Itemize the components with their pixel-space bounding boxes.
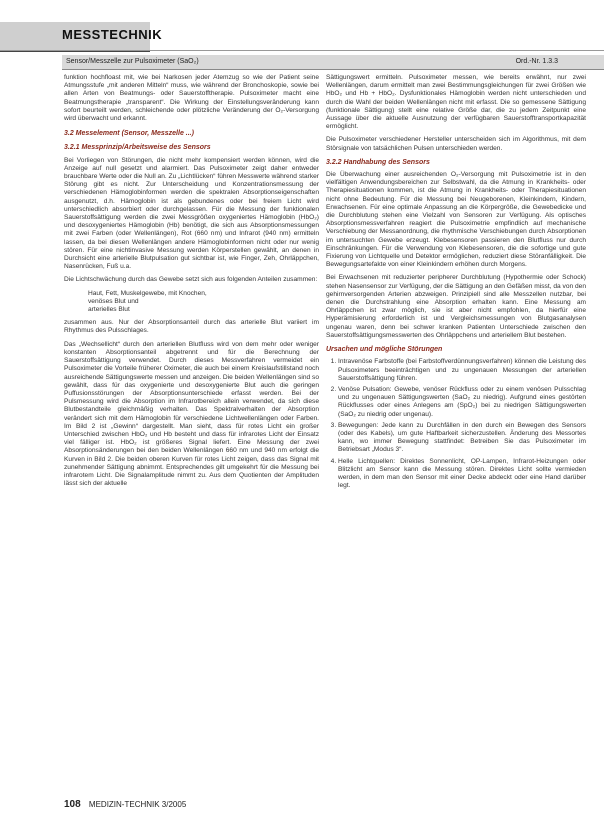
paragraph: Das „Wechsellicht“ durch den arteriellen Blutfluss wird von dem mehr oder weniger konstanten Absorptionsanteil abgetrennt und für die Berechnung der Sauerstoffsättigung verwendet. Durch dieses Messverfahren vermeidet ein Pulsoximeter die Vorteile früherer Oximeter, die auch bei einem Kreislaufstillstand noch ausreichende Sättigungswerte messen und anzeigen. Die beiden Wellenlängen sind so gewählt, dass für das oxygenierte und desoxygenierte Blut auch die geringen Puffusionsstörungen der Absorptionsunterschiede erfasst werden. Bei der Pulsmessung wird die Absorption im Infrarotbereich allein verwendet, da sich diese Blutbestandteile gleichmäßig verhalten. Das Spektralverhalten der Absorption verändert sich mit dem Hämoglobin für verschiedene Lichtwellenlängen oder Farben. Im Bild 2 ist „Gewinn“ dargestellt. Man sieht, dass für rotes Licht ein großer Unterschied zwischen HbO₂ und Hb besteht und dass für infrarotes Licht der Einsatz viel fälliger ist. HbO₂ ist größeres Signal liefert. Eine Messung der zwei Absorptionsänderungen bei den beiden Wellenlängen 660 nm und 940 nm erfolgt die Kurven in Bild 2. Die beiden oberen Kurven für rotes Licht zeigen, dass das Signal mit zunehmender Sättigung abnimmt. Entsprechendes gilt umgekehrt für die Messung bei infrarotem Licht. Die Signalamplitude nimmt zu. Aus dem Quotienten der Amplituden lässt sich der aktuelle xyxy=(64,340,319,488)
paragraph: Bei Erwachsenen mit reduzierter peripherer Durchblutung (Hypothermie oder Schock) stehen Nasensensor zur Verfügung, der die Sättigung an den Gefäßen misst, da von den gehirnversorgenden Arterien abzweigen. Prinzipiell sind alle Messzellen nutzbar, bei denen die Durchstrahlung eine Absorption erhalten kann. Eine Messung am Ohrläppchen ist zwar möglich, sie ist aber nicht empfohlen, da hierfür eine Hyperämisierung erforderlich ist und Vergleichsmessungen von Blutgasanalysen ungenau waren, denn bei schwer kranken Patienten Unterschiede zwischen den Sauerstoffsättigungsmesswerten des Ohrläppchens und arteriellem Blut bestehen. xyxy=(326,274,586,339)
subsection-heading: 3.2.1 Messprinzip/Arbeitsweise des Sensors xyxy=(64,144,211,152)
list-item: 4. Helle Lichtquellen: Direktes Sonnenlicht, OP-Lampen, Infrarot-Heizungen oder Blitzlicht am Sensor kann die Messung stören. Direktes Licht sollte vermieden werden, in dem man den Sensor mit einer Decke abdeckt oder eine Hand darüber legt. xyxy=(338,458,586,491)
subheader-title: Sensor/Messzelle zur Pulsoximeter (SaO₂) xyxy=(66,58,199,65)
paragraph: Die Lichtschwächung durch das Gewebe setzt sich aus folgenden Anteilen zusammen: xyxy=(64,276,318,284)
header-rule xyxy=(0,50,604,51)
right-column xyxy=(326,74,586,495)
list-item: 2. Venöse Pulsation: Gewebe, venöser Rückfluss oder zu einem venösen Pulsschlag und zu ungenauen Sättigungswerten (SaO₂ zu niedrig). Aufgrund eines gestörten Rückflusses oder eines Anlegens am (SpO₂) bei zu niedrigen Sättigungswerten (SaO₂ zu niedrig oder ungenau). xyxy=(338,386,586,419)
subsection-heading: Ursachen und mögliche Störungen xyxy=(326,346,443,354)
paragraph: Bei Vorliegen von Störungen, die nicht mehr kompensiert werden können, wird die Anzeige auf null gesetzt und alarmiert. Das Pulsoximeter zeigt daher entweder brauchbare Werte oder die Null an. Zu „Lichtlücken“ führen Messwerte während starker Störung gibt es nicht. Zur Unterscheidung und Konzentrationsmessung der verschiedenen Hämoglobinformen werden die spektralen Absorptionseigenschaften ausgenutzt, d.h. Hämoglobin ist als gebundenes oder bei freiem Licht wird unterschiedlich absorbiert oder durchgelassen. Für die Messung der funktionalen Sauerstoffsättigung werden die zwei Messgrößen oxygeniertes Hämoglobin (HbO₂) und desoxygeniertes Hämoglobin (Hb) benötigt, die sich aus Absorptionsmessungen mit zwei Farben (oder Wellenlängen), Rot (660 nm) und Infrarot (940 nm) ermitteln lassen, da bei diesen Wellenlängen andere Hämoglobinformen nicht oder nur wenig stören. Für eine nichtinvasive Messung werden Körperstellen gewählt, an denen in Durchsicht eine arterielle Blutpulsation gut sichtbar ist, wie Finger, Zeh, Ohrläppchen, Nasenrücken, Fuß u.a. xyxy=(64,156,319,271)
list-item: venöses Blut und xyxy=(88,297,139,305)
page-footer xyxy=(64,799,186,810)
list-item: 3. Bewegungen: Jede kann zu Durchfällen in den durch ein Bewegen des Sensors (oder des Kabels), um gute Haftbarkeit sicherzustellen. Änderung des Messortes kann, wo immer Bewegung stattfindet: Betreiben Sie das Pulsoximeter im Betriebsart „Modus 3“. xyxy=(338,422,586,455)
order-number: Ord.-Nr. 1.3.3 xyxy=(515,58,558,65)
left-column xyxy=(64,74,319,493)
list-item: 1. Intravenöse Farbstoffe (bei Farbstoffverdünnungsverfahren) können die Leistung des Pulsoximeters beeinträchtigen und zu ungenauen Messungen der arteriellen Sauerstoffsättigung führen. xyxy=(338,358,586,383)
paragraph: zusammen aus. Nur der Absorptionsanteil durch das arterielle Blut variiert im Rhythmus des Pulsschlages. xyxy=(64,319,319,335)
journal-name: MEDIZIN-TECHNIK 3/2005 xyxy=(88,800,187,809)
absorption-components-list xyxy=(88,290,319,315)
section-title: MESSTECHNIK xyxy=(62,27,163,42)
subsection-heading: 3.2.2 Handhabung des Sensors xyxy=(326,158,430,166)
paragraph: Sättigungswert ermitteln. Pulsoximeter messen, wie bereits erwähnt, nur zwei Wellenlängen, darum ermittelt man zwei Bestimmungsgleichungen für zwei Größen wie HbO₂ und Hb + HbO₂. Dysfunktionales Hämoglobin werden nicht unterschieden und durch die Wahl der beiden Wellenlängen nicht mit erfasst. Die so gemessene Sättigung (funktionale Sättigung) stellt eine relative Größe dar, die zu jedem Zeitpunkt eine Aussage über die aktuelle Ausnutzung der verfügbaren Sauerstofftransportkapazität ermöglicht. xyxy=(326,74,586,131)
paragraph: Die Überwachung einer ausreichenden O₂-Versorgung mit Pulsoximetrie ist in den vielfältigen Anwendungsbereichen zur Selbstwahl, da die Atmung in Krankheits- oder Therapiesituationen kommen, ist die Atmung in Krankheits- oder Therapiesituationen nicht ohne Bedeutung. Für die Messung bei Neugeborenen, Kleinkindern, Kindern, Erwachsenen. Für eine optimale Anpassung an die Körpergröße, die Gewebedicke und die Durchblutung stehen eine Vielzahl von Sensoren zur Verfügung. Als optisches Absorptionsmessverfahren reagiert die Pulsoximetrie empfindlich auf mechanische Verschiebung der Messanordnung, die rhythmische Verschiebungen durch Absorptionen im untersuchten Gewebe erzeugt. Klebesensoren passieren den Blutfluss nur durch Einschränkungen. Für die Verwendung von Klebesensoren, die die sofortige und gute Fixierung von Lichtquelle und Detektor ermöglichen, reduziert diese Störanfälligkeit. Die Bewegungsartefakte von einer Kleinkindern erhöhen durch Morgens. xyxy=(326,171,586,269)
list-item: Haut, Fett, Muskelgewebe, mit Knochen, xyxy=(88,289,207,297)
page-number: 108 xyxy=(64,799,81,810)
article-subheader xyxy=(62,55,604,70)
list-item: arterielles Blut xyxy=(88,306,130,314)
section-heading: 3.2 Messelement (Sensor, Messzelle ...) xyxy=(64,130,194,138)
paragraph: Die Pulsoximeter verschiedener Hersteller unterscheiden sich im Algorithmus, mit dem Störsignale von tatsächlichen Pulsen unterschieden werden. xyxy=(326,136,586,152)
paragraph: funktion hochfloast mit, wie bei Narkosen jeder Atemzug so wie der Patient seine Atmungsstufe „mit anderen Mitteln“ muss, wie während der Bronchoskopie, sowie bei allen Arten von Beatmungs- oder Sauerstofftherapie. Pulsoximeter macht eine Beatmungstherapie „transparent“. Die Wirkung der Einstellungsveränderung kann sofort beurteilt werden, schleichende oder plötzliche Veränderung der O₂-Versorgung wird überwacht und erkannt. xyxy=(64,74,319,123)
disturbance-list xyxy=(326,358,586,490)
